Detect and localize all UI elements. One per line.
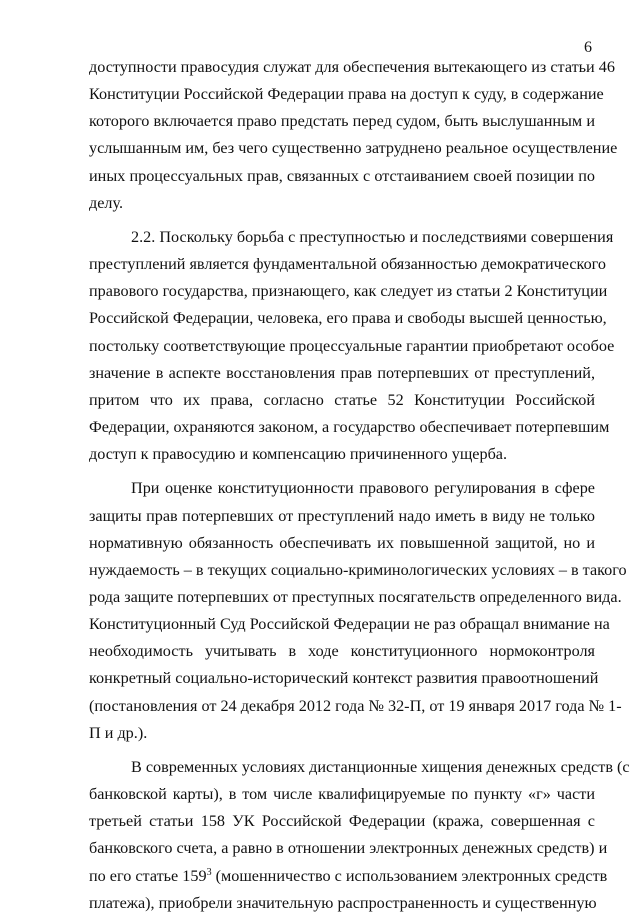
text-line: Конституционный Суд Российской Федерации не раз обращал внимание на xyxy=(89,615,610,634)
text-line: значение в аспекте восстановления прав потерпевших от преступлений, xyxy=(89,363,595,382)
text-line: Российской Федерации, человека, его права и свободы высшей ценностью, xyxy=(89,309,607,328)
text-fragment: по его статье 159 xyxy=(89,866,207,885)
paragraph-gap xyxy=(89,747,595,754)
text-line xyxy=(89,863,608,890)
superscript: 3 xyxy=(206,866,212,878)
text-line: П и др.). xyxy=(89,723,148,742)
text-line: иных процессуальных прав, связанных с отстаиванием своей позиции по xyxy=(89,166,595,185)
document-body xyxy=(89,54,630,917)
text-line: нормативную обязанность обеспечивать их повышенной защитой, но и xyxy=(89,533,595,552)
text-line: нуждаемость – в текущих социально-криминологических условиях – в такого xyxy=(89,560,627,579)
text-line: 2.2. Поскольку борьба с преступностью и последствиями совершения xyxy=(131,227,614,246)
text-line: доступности правосудия служат для обеспечения вытекающего из статьи 46 xyxy=(89,58,615,76)
text-line: необходимость учитывать в ходе конституционного нормоконтроля xyxy=(89,642,595,661)
text-line: преступлений является фундаментальной обязанностью демократического xyxy=(89,255,607,274)
text-line: конкретный социально-исторический контекст развития правоотношений xyxy=(89,669,599,688)
paragraph xyxy=(89,475,627,747)
paragraph xyxy=(89,754,630,917)
text-line: постольку соответствующие процессуальные гарантии приобретают особое xyxy=(89,336,615,355)
text-line: правового государства, признающего, как следует из статьи 2 Конституции xyxy=(89,282,608,301)
text-line: При оценке конституционности правового регулирования в сфере xyxy=(131,479,595,498)
paragraph-gap xyxy=(89,217,595,224)
text-line: В современных условиях дистанционные хищения денежных средств (с xyxy=(131,757,630,776)
text-line: защиты прав потерпевших от преступлений надо иметь в виду не только xyxy=(89,506,595,525)
text-line: делу. xyxy=(89,193,124,212)
text-fragment: (мошенничество с использованием электронных средств xyxy=(211,866,608,885)
text-line: банковской карты), в том числе квалифицируемые по пункту «г» части xyxy=(89,785,595,804)
text-line: платежа), приобрели значительную распространенность и существенную xyxy=(89,893,597,912)
paragraph xyxy=(89,224,615,468)
text-line: банковского счета, а равно в отношении электронных денежных средств) и xyxy=(89,839,608,858)
paragraph xyxy=(89,54,618,217)
text-line: которого включается право предстать перед судом, быть выслушанным и xyxy=(89,112,595,131)
text-line: услышанным им, без чего существенно затруднено реальное осуществление xyxy=(89,139,618,158)
page-number: 6 xyxy=(584,39,592,56)
text-line: Конституции Российской Федерации права на доступ к суду, в содержание xyxy=(89,85,604,104)
paragraph-gap xyxy=(89,468,595,475)
text-line: Федерации, охраняются законом, а государство обеспечивает потерпевшим xyxy=(89,418,610,437)
text-line: рода защите потерпевших от преступных посягательств определенного вида. xyxy=(89,587,622,606)
text-line: (постановления от 24 декабря 2012 года № 32-П, от 19 января 2017 года № 1- xyxy=(89,696,622,715)
text-line: третьей статьи 158 УК Российской Федерации (кража, совершенная с xyxy=(89,812,595,831)
text-line: доступ к правосудию и компенсацию причиненного ущерба. xyxy=(89,445,508,464)
text-line: притом что их права, согласно статье 52 Конституции Российской xyxy=(89,390,595,409)
